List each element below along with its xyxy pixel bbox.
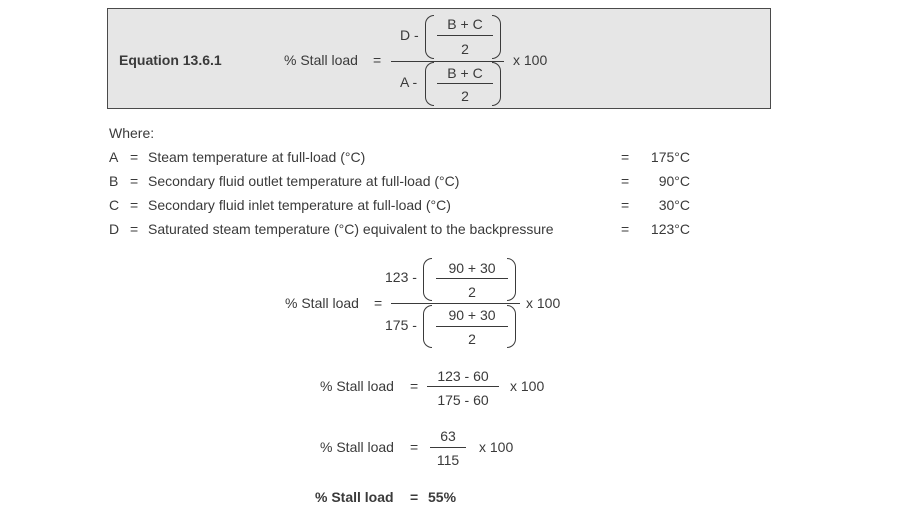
step1-numerator-prefix: 123 - (385, 269, 417, 285)
right-paren (507, 258, 516, 301)
variable-description: Saturated steam temperature (°C) equivalent to the backpressure (148, 221, 554, 237)
equation-inner-denominator: 2 (461, 41, 469, 57)
variable-symbol: A (109, 149, 119, 165)
step3-numerator: 63 (440, 428, 456, 444)
variable-description: Secondary fluid outlet temperature at full-load (°C) (148, 173, 460, 189)
step1-lhs: % Stall load (285, 295, 359, 311)
step1-equals: = (374, 295, 383, 311)
inner-fraction-line (436, 326, 508, 327)
variable-symbol: D (109, 221, 120, 237)
fraction-line (430, 447, 466, 448)
equals-sign: = (621, 173, 630, 189)
result-lhs: % Stall load (315, 489, 394, 505)
main-fraction-line (391, 303, 520, 304)
right-paren (507, 305, 516, 348)
equation-inner-numerator: B + C (447, 16, 483, 32)
result-equals: = (410, 489, 419, 505)
right-paren (492, 62, 501, 106)
left-paren (423, 305, 432, 348)
left-paren (425, 62, 434, 106)
step1-denominator-prefix: 175 - (385, 317, 417, 333)
equation-numerator-prefix: D - (400, 27, 419, 43)
step2-numerator: 123 - 60 (437, 368, 489, 384)
variable-value: 123°C (650, 221, 690, 237)
inner-fraction-line (436, 278, 508, 279)
equation-denominator-prefix: A - (400, 74, 418, 90)
step2-equals: = (410, 378, 419, 394)
variable-description: Steam temperature at full-load (°C) (148, 149, 366, 165)
equals-sign: = (130, 197, 139, 213)
right-paren (492, 15, 501, 59)
step3-equals: = (410, 439, 419, 455)
step3-lhs: % Stall load (320, 439, 394, 455)
inner-fraction-line (437, 35, 493, 36)
equation-inner-denominator: 2 (461, 88, 469, 104)
left-paren (425, 15, 434, 59)
equals-sign: = (621, 221, 630, 237)
variable-symbol: B (109, 173, 119, 189)
equals-sign: = (130, 149, 139, 165)
variable-description: Secondary fluid inlet temperature at full-load (°C) (148, 197, 451, 213)
equation-lhs: % Stall load (284, 52, 358, 68)
step2-multiplier: x 100 (510, 378, 545, 394)
step2-denominator: 175 - 60 (437, 392, 489, 408)
result-value: 55% (428, 489, 457, 505)
variable-value: 90°C (658, 173, 690, 189)
step1-multiplier: x 100 (526, 295, 561, 311)
variable-symbol: C (109, 197, 120, 213)
left-paren (423, 258, 432, 301)
variable-value: 175°C (650, 149, 690, 165)
equals-sign: = (621, 149, 630, 165)
equals-sign: = (130, 221, 139, 237)
step1-inner-numerator: 90 + 30 (448, 260, 496, 276)
equals-sign: = (130, 173, 139, 189)
step3-multiplier: x 100 (479, 439, 514, 455)
main-fraction-line (391, 61, 504, 62)
equation-multiplier: x 100 (513, 52, 548, 68)
variable-value: 30°C (658, 197, 690, 213)
step1-inner-denominator: 2 (468, 284, 476, 300)
equation-equals: = (373, 52, 382, 68)
step1-inner-numerator: 90 + 30 (448, 307, 496, 323)
step3-denominator: 115 (436, 452, 460, 468)
step1-inner-denominator: 2 (468, 331, 476, 347)
step2-lhs: % Stall load (320, 378, 394, 394)
equation-label: Equation 13.6.1 (119, 52, 222, 68)
equation-inner-numerator: B + C (447, 65, 483, 81)
fraction-line (427, 386, 499, 387)
inner-fraction-line (437, 83, 493, 84)
equals-sign: = (621, 197, 630, 213)
where-heading: Where: (109, 125, 155, 141)
